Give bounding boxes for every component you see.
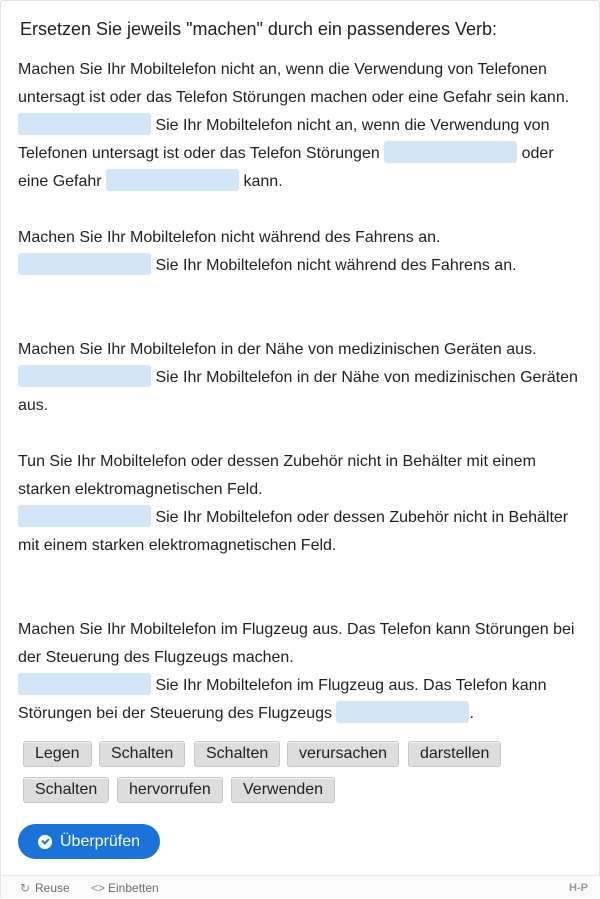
code-icon: <> [91,881,106,895]
original-sentence: Machen Sie Ihr Mobiltelefon nicht während des Fahrens an. [18,229,441,246]
exercise-item-1 [18,56,586,196]
original-sentence: Machen Sie Ihr Mobiltelefon in der Nähe von medizinischen Geräten aus. [18,341,537,358]
reuse-icon: ↻ [19,881,31,895]
drop-zone[interactable] [18,673,151,695]
draggable-word[interactable]: Legen [23,741,92,767]
original-sentence: Tun Sie Ihr Mobiltelefon oder dessen Zubehör nicht in Behälter mit einem starken elektromagnetischen Feld. [18,453,536,498]
footer-bar [2,875,600,899]
exercise-item-2 [18,224,586,280]
gap-sentence: Sie Ihr Mobiltelefon nicht an, wenn die Verwendung von Telefonen untersagt ist oder das Telefon Störungen oder eine Gefahr kann. [18,112,586,196]
check-button[interactable] [18,824,160,859]
drop-zone[interactable] [336,701,469,723]
check-circle-icon [38,835,52,849]
gap-sentence: Sie Ihr Mobiltelefon oder dessen Zubehör nicht in Behälter mit einem starken elektromagnetischen Feld. [18,504,586,560]
drop-zone[interactable] [106,169,239,191]
gap-sentence: Sie Ihr Mobiltelefon in der Nähe von medizinischen Geräten aus. [18,364,586,420]
check-button-label: Überprüfen [60,833,141,850]
draggable-word[interactable]: Schalten [23,777,109,803]
gap-sentence: Sie Ihr Mobiltelefon im Flugzeug aus. Das Telefon kann Störungen bei der Steuerung des Flugzeugs . [18,672,586,728]
reuse-link[interactable]: ↻ Reuse [19,881,70,895]
drop-zone[interactable] [18,505,151,527]
task-instruction: Ersetzen Sie jeweils "machen" durch ein passenderes Verb: [20,19,498,39]
drop-zone[interactable] [18,113,151,135]
drop-zone[interactable] [18,365,151,387]
gap-sentence: Sie Ihr Mobiltelefon nicht während des Fahrens an. [18,252,586,280]
exercise-item-4 [18,448,586,560]
exercise-item-3 [18,336,586,420]
original-sentence: Machen Sie Ihr Mobiltelefon im Flugzeug aus. Das Telefon kann Störungen bei der Steuerung des Flugzeugs machen. [18,621,575,666]
draggable-word[interactable]: verursachen [287,741,399,767]
drop-zone[interactable] [384,141,517,163]
drop-zone[interactable] [18,253,151,275]
draggable-word[interactable]: Schalten [194,741,280,767]
draggable-word[interactable]: Verwenden [231,777,335,803]
draggable-word[interactable]: Schalten [99,741,185,767]
h5p-logo[interactable]: H-P [569,882,588,894]
original-sentence: Machen Sie Ihr Mobiltelefon nicht an, wenn die Verwendung von Telefonen untersagt ist oder das Telefon Störungen machen oder eine Gefahr sein kann. [18,61,570,106]
draggable-word[interactable]: hervorrufen [117,777,223,803]
embed-link[interactable]: <> Einbetten [91,881,159,895]
exercise-item-5 [18,616,586,728]
draggable-word[interactable]: darstellen [408,741,501,767]
